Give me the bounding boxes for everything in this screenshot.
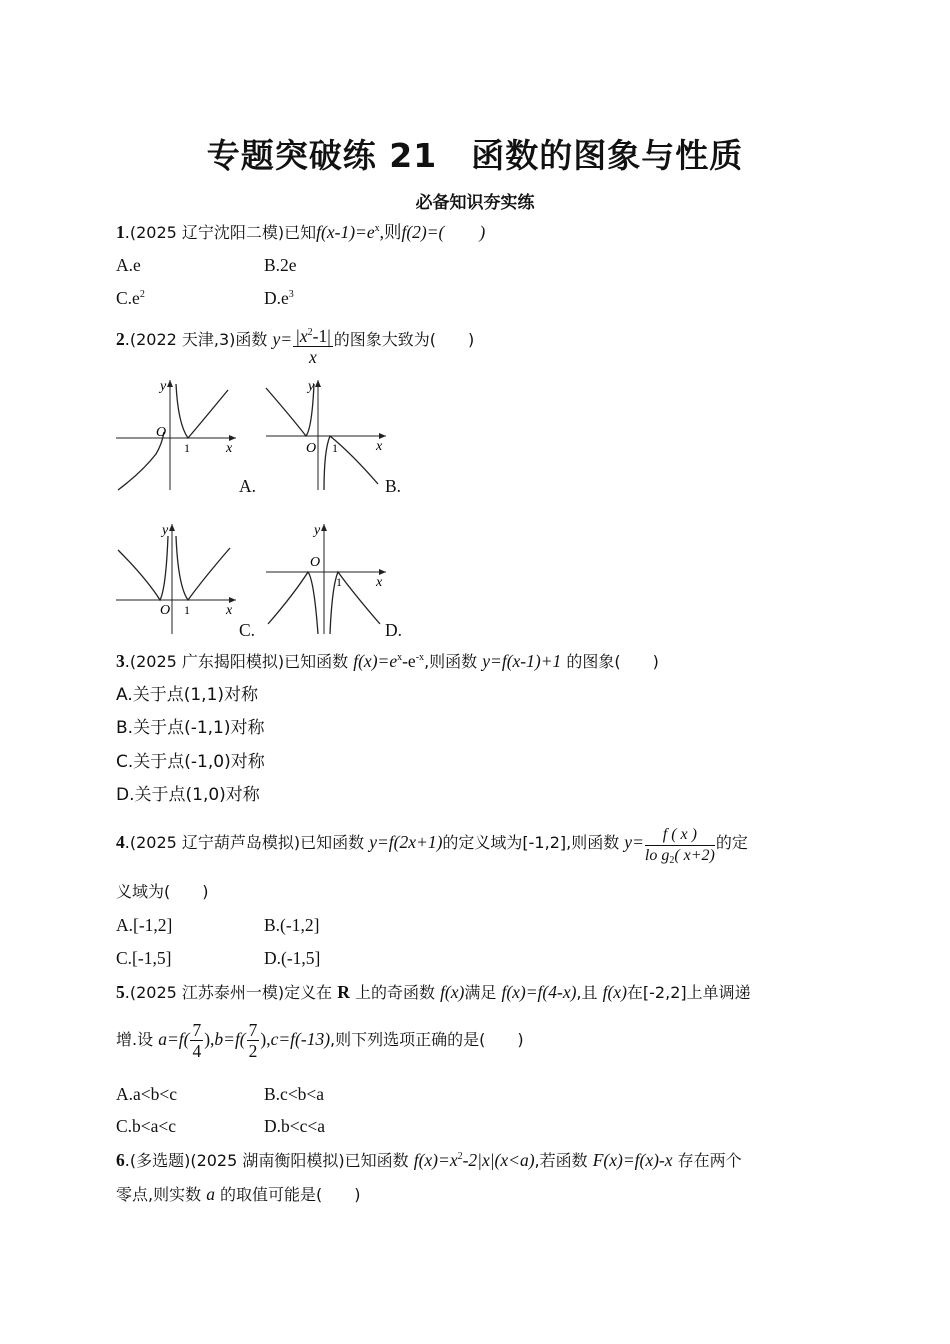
fraction-denominator: 2: [248, 1041, 258, 1061]
question-number: 5: [116, 982, 125, 1002]
question-number: 1: [116, 222, 125, 242]
y-label: y: [308, 379, 315, 394]
question-number: 3: [116, 651, 125, 671]
math-expr: f(x)=x: [413, 1150, 458, 1170]
q3-option-d: D.关于点(1,0)对称: [116, 785, 260, 805]
question-text: ,且: [576, 983, 603, 1002]
page-title: 专题突破练 21 函数的图象与性质: [206, 136, 744, 175]
question-text: 满足: [464, 983, 502, 1002]
question-4: [116, 825, 748, 866]
fraction: [247, 1020, 260, 1061]
math-expr: y=f(2x+1): [369, 832, 443, 852]
q4-option-c: C.[-1,5]: [116, 948, 172, 968]
curve-right: [176, 384, 228, 438]
graph-d: [262, 516, 392, 641]
math-expr: x: [309, 347, 317, 367]
question-text: 的定: [715, 833, 748, 852]
q3-option-c: C.关于点(-1,0)对称: [116, 752, 265, 772]
math-expr: b=f(: [214, 1029, 246, 1049]
question-text: 已知函数: [284, 652, 354, 671]
question-source: .(2025 广东揭阳模拟): [124, 652, 285, 671]
question-text: 的图象大致为( ): [333, 330, 475, 349]
math-sup: x: [397, 652, 403, 663]
math-expr: -e: [402, 651, 416, 671]
q4-option-d: D.(-1,5]: [264, 948, 321, 968]
curve-left: [118, 432, 164, 490]
question-text: ,则: [379, 222, 402, 242]
math-expr: ),: [204, 1029, 215, 1049]
question-text: 的定义域为[-1,2],则函数: [442, 833, 625, 852]
origin-label: O: [156, 425, 167, 440]
y-axis-arrow: [315, 380, 321, 387]
question-2: [116, 326, 474, 367]
q1-option-c: [116, 286, 145, 310]
q1-option-a: A.e: [116, 255, 141, 275]
q4-option-b: B.(-1,2]: [264, 915, 320, 935]
math-expr: y=: [272, 329, 293, 349]
x-label: x: [376, 439, 383, 454]
graph-c: [112, 516, 242, 641]
math-sup: -x: [415, 652, 425, 663]
math-expr: ( x+2): [674, 847, 715, 864]
math-expr: f(x): [602, 982, 627, 1002]
math-expr: f(x-1)=e: [316, 222, 375, 242]
q5-option-d: D.b<c<a: [264, 1116, 326, 1136]
question-5-continued: [116, 1020, 524, 1061]
curve-left: [268, 572, 318, 634]
x-label: x: [226, 441, 233, 456]
question-number: 2: [116, 329, 125, 349]
fraction: [645, 825, 715, 866]
math-expr: a=f(: [158, 1029, 190, 1049]
fraction-denominator: [293, 347, 333, 367]
tick-1: 1: [184, 603, 190, 617]
math-expr: |x: [295, 326, 308, 346]
fraction-denominator: 4: [192, 1041, 202, 1061]
fraction: [293, 326, 333, 367]
math-sup: 2: [457, 1151, 463, 1162]
question-6-continued: [116, 1182, 361, 1207]
question-text: 的图象( ): [561, 652, 659, 671]
question-1: [116, 220, 485, 245]
math-sup: x: [374, 223, 380, 234]
math-sub: 2: [669, 855, 675, 866]
question-text: 定义在: [284, 983, 338, 1002]
math-expr: ),: [260, 1029, 271, 1049]
q5-option-a: A.a<b<c: [116, 1084, 178, 1104]
q5-option-c: C.b<a<c: [116, 1116, 177, 1136]
question-source: .(多选题)(2025 湖南衡阳模拟): [124, 1151, 345, 1170]
question-6: [116, 1148, 742, 1173]
math-expr: -2|x|(x<a): [462, 1150, 535, 1170]
math-expr: f(x)=e: [353, 651, 398, 671]
question-text: 增.设: [116, 1030, 159, 1049]
q3-option-b: B.关于点(-1,1)对称: [116, 718, 265, 738]
curve-right: [176, 536, 230, 600]
math-expr: a: [206, 1184, 215, 1204]
question-text: 存在两个: [672, 1151, 742, 1170]
q5-option-b: B.c<b<a: [264, 1084, 325, 1104]
question-text: 的取值可能是( ): [214, 1185, 361, 1204]
math-expr: f(x): [440, 982, 465, 1002]
q3-option-a: A.关于点(1,1)对称: [116, 685, 259, 705]
fraction-numerator: 7: [248, 1020, 258, 1040]
question-text: 已知函数: [300, 833, 370, 852]
fraction-numerator: 7: [192, 1020, 202, 1040]
q1-option-d: [264, 286, 294, 310]
origin-label: O: [160, 603, 171, 618]
question-source: .(2022 天津,3): [124, 330, 236, 349]
math-set: R: [337, 982, 350, 1002]
y-label: y: [162, 523, 169, 538]
fraction-numerator: [645, 825, 715, 846]
y-axis-arrow: [169, 524, 175, 531]
question-text: 在[-2,2]上单调递: [626, 983, 751, 1002]
math-expr: c=f(-13): [270, 1029, 331, 1049]
math-expr: f(2)=( ): [401, 222, 486, 242]
question-4-continued: 义域为( ): [116, 882, 209, 901]
question-text: ,则下列选项正确的是( ): [330, 1030, 524, 1049]
y-label: y: [314, 523, 321, 538]
math-expr: lo g: [644, 847, 670, 864]
question-source: .(2025 江苏泰州一模): [124, 983, 285, 1002]
math-expr: y=: [624, 832, 644, 852]
question-source: .(2025 辽宁沈阳二模): [124, 223, 285, 242]
option-text: D.e: [264, 288, 289, 308]
graph-b-label: B.: [385, 476, 402, 496]
question-3: [116, 649, 659, 674]
math-expr: f(x)=f(4-x): [501, 982, 577, 1002]
math-expr: F(x)=f(x)-x: [592, 1150, 673, 1170]
graph-a: [112, 372, 242, 497]
math-sup: 3: [288, 289, 294, 300]
graph-d-label: D.: [385, 620, 403, 640]
question-text: ,若函数: [534, 1151, 593, 1170]
question-text: 已知: [284, 223, 317, 242]
curve-left: [266, 384, 314, 436]
fraction-numerator: [293, 326, 333, 347]
y-label: y: [160, 379, 167, 394]
q1-option-b: B.2e: [264, 255, 297, 275]
graph-a-label: A.: [239, 476, 257, 496]
fraction: [190, 1020, 203, 1061]
math-expr: f ( x ): [662, 826, 697, 843]
y-axis-arrow: [321, 524, 327, 531]
tick-1: 1: [184, 441, 190, 455]
question-number: 6: [116, 1150, 125, 1170]
question-text: 上的奇函数: [349, 983, 441, 1002]
question-text: 已知函数: [344, 1151, 414, 1170]
graph-c-label: C.: [239, 620, 256, 640]
section-subtitle: 必备知识夯实练: [415, 193, 535, 213]
y-axis-arrow: [167, 380, 173, 387]
question-text: 零点,则实数: [116, 1185, 207, 1204]
question-text: ,则函数: [424, 652, 483, 671]
q4-option-a: A.[-1,2]: [116, 915, 173, 935]
x-label: x: [226, 603, 233, 618]
question-source: .(2025 辽宁葫芦岛模拟): [124, 833, 301, 852]
tick-1: 1: [332, 441, 338, 455]
option-text: C.e: [116, 288, 140, 308]
origin-label: O: [306, 441, 317, 456]
fraction-denominator: [645, 846, 715, 866]
graph-b: [262, 372, 392, 497]
tick-1: 1: [336, 575, 342, 589]
question-5: [116, 980, 751, 1005]
math-sup: 2: [307, 327, 313, 338]
x-label: x: [376, 575, 383, 590]
curve-left: [118, 536, 168, 600]
question-number: 4: [116, 832, 125, 852]
math-expr: y=f(x-1)+1: [482, 651, 562, 671]
origin-label: O: [310, 555, 321, 570]
math-expr: -1|: [312, 326, 331, 346]
question-text: 函数: [235, 330, 273, 349]
math-sup: 2: [139, 289, 145, 300]
